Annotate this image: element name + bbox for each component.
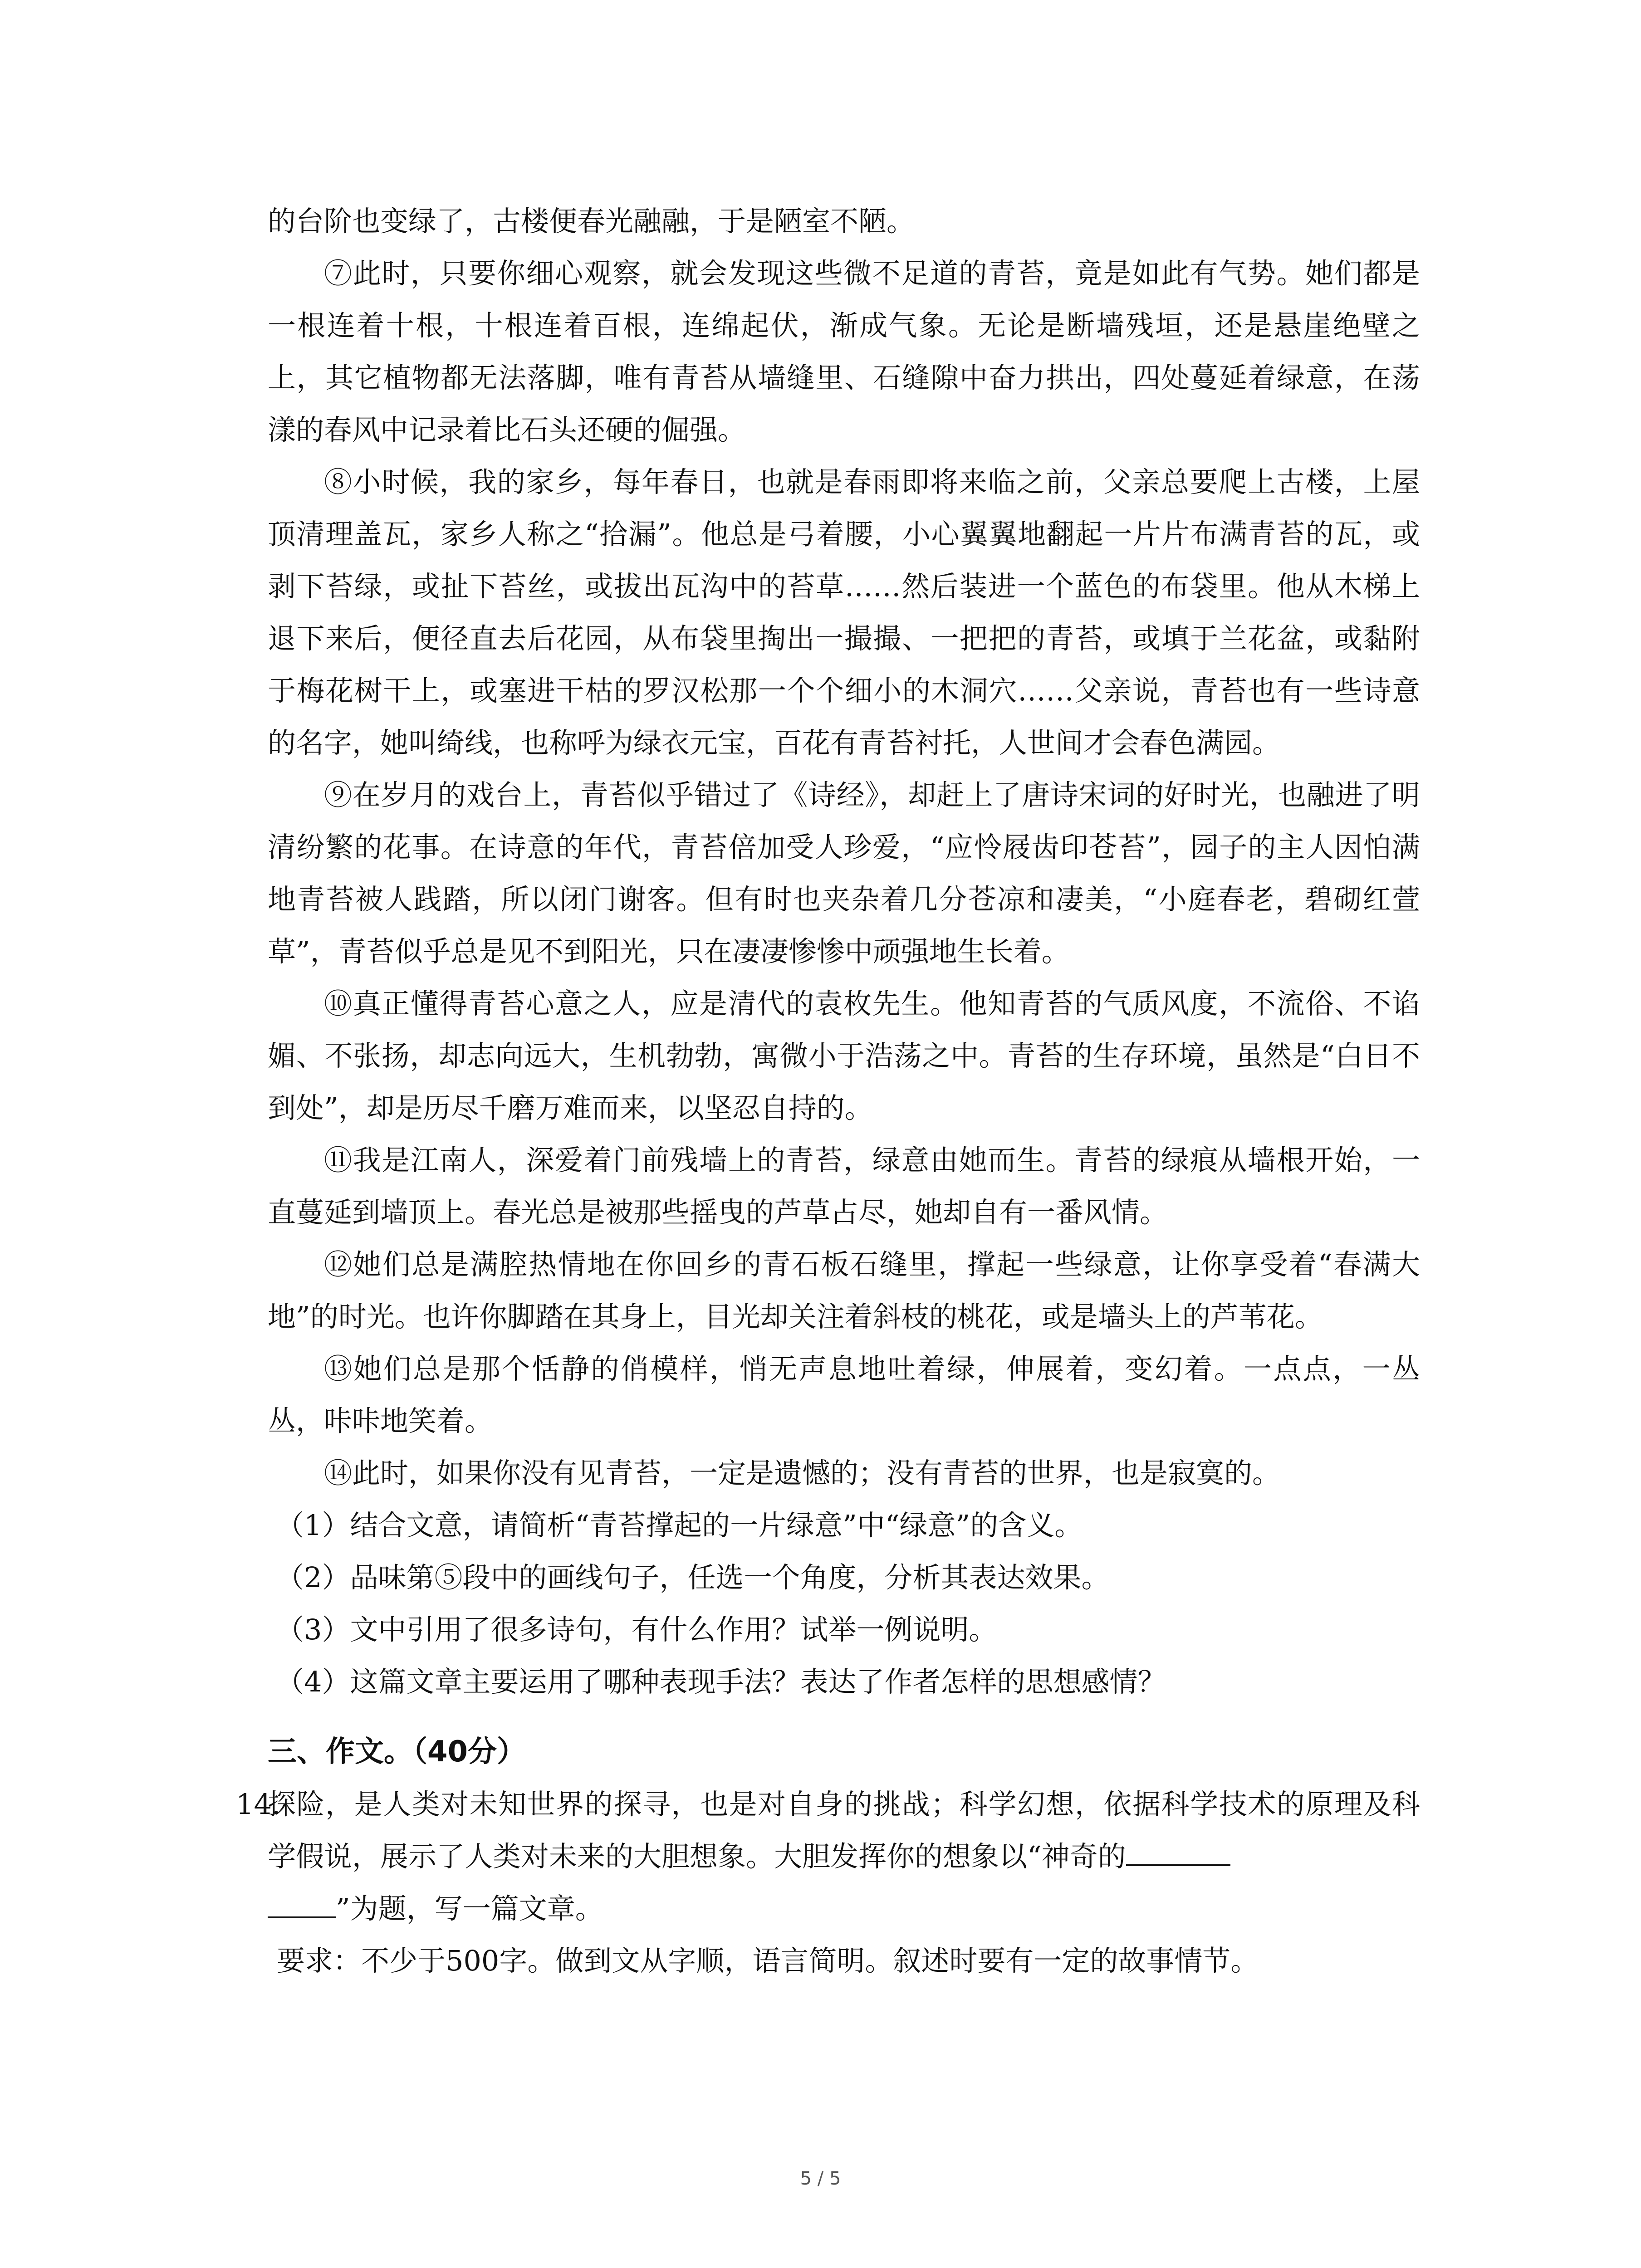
essay-prompt-part1: 探险，是人类对未知世界的探寻，也是对自身的挑战；科学幻想，依据科学技术的原理及科学假说，展示了人类对未来的大胆想象。大胆发挥你的想象以“神奇的	[268, 1788, 1420, 1873]
passage-paragraph-11: ⑪我是江南人，深爱着门前残墙上的青苔，绿意由她而生。青苔的绿痕从墙根开始，一直蔓延到墙顶上。春光总是被那些摇曳的芦草占尽，她却自有一番风情。	[268, 1144, 1420, 1229]
title-blank-line-2	[268, 1889, 336, 1918]
question-4: （4）这篇文章主要运用了哪种表现手法？表达了作者怎样的思想感情？	[276, 1665, 1166, 1698]
passage-paragraph-14: ⑭此时，如果你没有见青苔，一定是遗憾的；没有青苔的世界，也是寂寞的。	[324, 1457, 1281, 1490]
question-3: （3）文中引用了很多诗句，有什么作用？试举一例说明。	[276, 1613, 997, 1646]
passage-paragraph-13: ⑬她们总是那个恬静的俏模样，悄无声息地吐着绿，伸展着，变幻着。一点点，一丛丛，咔咔地笑着。	[268, 1352, 1420, 1437]
passage-paragraph-10: ⑩真正懂得青苔心意之人，应是清代的袁枚先生。他知青苔的气质风度，不流俗、不谄媚、不张扬，却志向远大，生机勃勃，寓微小于浩荡之中。青苔的生存环境，虽然是“白日不到处”，却是历尽千磨万难而来，以坚忍自持的。	[268, 987, 1420, 1124]
document-content	[236, 195, 1420, 1987]
essay-question-number: 14.	[236, 1788, 281, 1821]
passage-paragraph-6-end: 的台阶也变绿了，古楼便春光融融，于是陋室不陋。	[268, 205, 915, 238]
essay-requirement: 要求：不少于500字。做到文从字顺，语言简明。叙述时要有一定的故事情节。	[277, 1944, 1259, 1977]
essay-prompt-part2: ”为题，写一篇文章。	[336, 1892, 603, 1925]
passage-paragraph-9: ⑨在岁月的戏台上，青苔似乎错过了《诗经》，却赶上了唐诗宋词的好时光，也融进了明清纷繁的花事。在诗意的年代，青苔倍加受人珍爱，“应怜屐齿印苍苔”，园子的主人因怕满地青苔被人践踏，所以闭门谢客。但有时也夹杂着几分苍凉和凄美，“小庭春老，碧砌红萱草”，青苔似乎总是见不到阳光，只在凄凄惨惨中顽强地生长着。	[268, 778, 1420, 968]
question-2: （2）品味第⑤段中的画线句子，任选一个角度，分析其表达效果。	[276, 1561, 1110, 1594]
section-heading: 三、作文。（40分）	[268, 1735, 526, 1769]
reading-passage	[268, 195, 1420, 1499]
essay-prompt-text	[268, 1778, 1420, 1935]
title-blank-line-1	[1126, 1837, 1230, 1866]
page-number: 5 / 5	[800, 2168, 841, 2189]
question-list	[268, 1499, 1420, 1708]
passage-paragraph-8: ⑧小时候，我的家乡，每年春日，也就是春雨即将来临之前，父亲总要爬上古楼，上屋顶清理盖瓦，家乡人称之“拾漏”。他总是弓着腰，小心翼翼地翻起一片片布满青苔的瓦，或剥下苔绿，或扯下苔丝，或拔出瓦沟中的苔草……然后装进一个蓝色的布袋里。他从木梯上退下来后，便径直去后花园，从布袋里掏出一撮撮、一把把的青苔，或填于兰花盆，或黏附于梅花树干上，或塞进干枯的罗汉松那一个个细小的木洞穴……父亲说，青苔也有一些诗意的名字，她叫绮线，也称呼为绿衣元宝，百花有青苔衬托，人世间才会春色满园。	[268, 465, 1420, 759]
essay-prompt	[236, 1778, 1420, 1935]
passage-paragraph-12: ⑫她们总是满腔热情地在你回乡的青石板石缝里，撑起一些绿意，让你享受着“春满大地”的时光。也许你脚踏在其身上，目光却关注着斜枝的桃花，或是墙头上的芦苇花。	[268, 1248, 1420, 1333]
question-1: （1）结合文意，请简析“青苔撑起的一片绿意”中“绿意”的含义。	[276, 1509, 1083, 1542]
passage-paragraph-7: ⑦此时，只要你细心观察，就会发现这些微不足道的青苔，竟是如此有气势。她们都是一根连着十根，十根连着百根，连绵起伏，渐成气象。无论是断墙残垣，还是悬崖绝壁之上，其它植物都无法落脚，唯有青苔从墙缝里、石缝隙中奋力拱出，四处蔓延着绿意，在荡漾的春风中记录着比石头还硬的倔强。	[268, 257, 1420, 446]
